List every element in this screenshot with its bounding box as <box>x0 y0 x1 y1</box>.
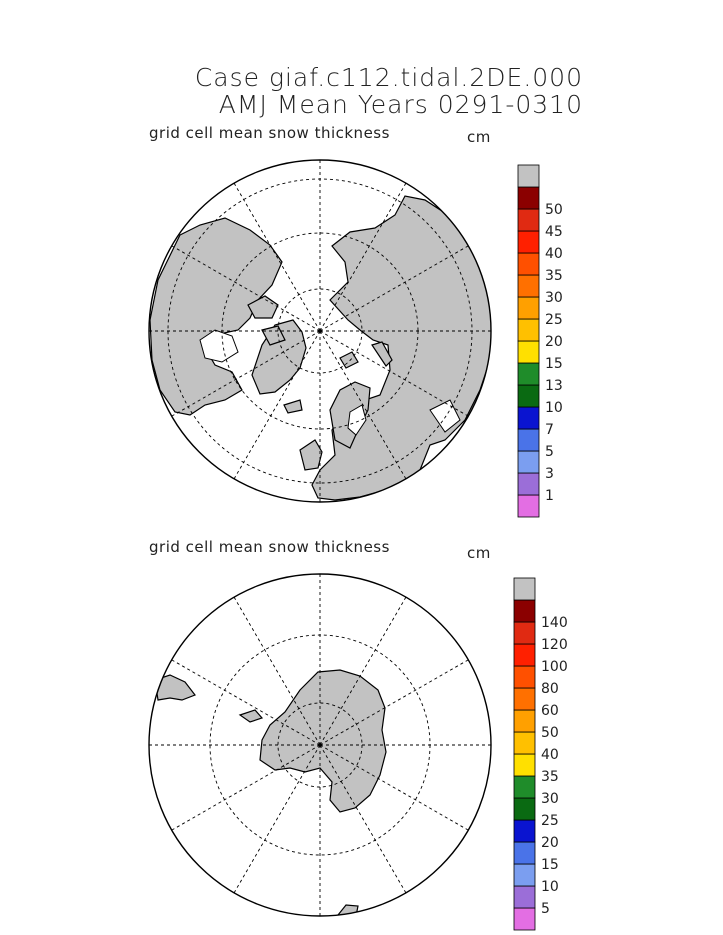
north-colorbar-tick-label: 15 <box>545 356 563 372</box>
north-colorbar-tick-label: 3 <box>545 466 554 482</box>
north-colorbar-swatch <box>518 473 539 495</box>
north-colorbar-swatch <box>518 451 539 473</box>
north-colorbar-tick-label: 7 <box>545 422 554 438</box>
north-colorbar-swatch <box>518 187 539 209</box>
south-colorbar-tick-label: 120 <box>541 637 568 653</box>
south-colorbar-swatch <box>514 754 535 776</box>
south-colorbar-swatch <box>514 688 535 710</box>
north-colorbar-swatch <box>518 297 539 319</box>
south-colorbar-tick-label: 5 <box>541 901 550 917</box>
south-colorbar-swatch <box>514 732 535 754</box>
north-colorbar-tick-label: 10 <box>545 400 563 416</box>
south-colorbar-tick-label: 20 <box>541 835 559 851</box>
north-colorbar-tick-label: 40 <box>545 246 563 262</box>
north-colorbar-swatch <box>518 385 539 407</box>
south-colorbar <box>514 578 568 930</box>
south-colorbar-tick-label: 10 <box>541 879 559 895</box>
south-colorbar-tick-label: 100 <box>541 659 568 675</box>
plot-title-line1: Case giaf.c112.tidal.2DE.000 <box>194 63 583 92</box>
south-colorbar-tick-label: 35 <box>541 769 559 785</box>
south-colorbar-swatch <box>514 886 535 908</box>
south-colorbar-tick-label: 60 <box>541 703 559 719</box>
north-colorbar-tick-label: 20 <box>545 334 563 350</box>
south-colorbar-swatch <box>514 666 535 688</box>
north-colorbar-tick-label: 13 <box>545 378 563 394</box>
south-colorbar-swatch <box>514 644 535 666</box>
south-colorbar-swatch <box>514 776 535 798</box>
north-panel-unit: cm <box>467 128 491 146</box>
north-colorbar-swatch <box>518 209 539 231</box>
north-colorbar-tick-label: 50 <box>545 202 563 218</box>
south-colorbar-swatch <box>514 864 535 886</box>
north-colorbar-swatch <box>518 253 539 275</box>
north-colorbar-swatch <box>518 165 539 187</box>
north-colorbar-tick-label: 45 <box>545 224 563 240</box>
north-colorbar-tick-label: 30 <box>545 290 563 306</box>
south-colorbar-swatch <box>514 622 535 644</box>
north-colorbar-tick-label: 35 <box>545 268 563 284</box>
south-colorbar-tick-label: 50 <box>541 725 559 741</box>
north-panel-label: grid cell mean snow thickness <box>149 124 390 142</box>
south-colorbar-tick-label: 25 <box>541 813 559 829</box>
north-colorbar <box>518 165 563 517</box>
south-colorbar-swatch <box>514 820 535 842</box>
north-colorbar-swatch <box>518 495 539 517</box>
north-colorbar-swatch <box>518 429 539 451</box>
north-colorbar-tick-label: 25 <box>545 312 563 328</box>
north-colorbar-swatch <box>518 363 539 385</box>
south-colorbar-swatch <box>514 710 535 732</box>
south-colorbar-tick-label: 140 <box>541 615 568 631</box>
south-colorbar-tick-label: 15 <box>541 857 559 873</box>
south-colorbar-swatch <box>514 600 535 622</box>
south-colorbar-tick-label: 30 <box>541 791 559 807</box>
north-colorbar-tick-label: 1 <box>545 488 554 504</box>
south-colorbar-swatch <box>514 842 535 864</box>
north-colorbar-swatch <box>518 407 539 429</box>
south-colorbar-tick-label: 40 <box>541 747 559 763</box>
north-colorbar-swatch <box>518 319 539 341</box>
plot-title-line2: AMJ Mean Years 0291-0310 <box>218 90 583 119</box>
north-colorbar-swatch <box>518 341 539 363</box>
south-colorbar-swatch <box>514 908 535 930</box>
north-colorbar-tick-label: 5 <box>545 444 554 460</box>
south-colorbar-swatch <box>514 578 535 600</box>
south-colorbar-tick-label: 80 <box>541 681 559 697</box>
south-panel-label: grid cell mean snow thickness <box>149 538 390 556</box>
south-colorbar-swatch <box>514 798 535 820</box>
north-polar-map <box>149 160 500 502</box>
south-polar-map <box>149 574 491 916</box>
south-panel-unit: cm <box>467 544 491 562</box>
north-colorbar-swatch <box>518 231 539 253</box>
north-colorbar-swatch <box>518 275 539 297</box>
